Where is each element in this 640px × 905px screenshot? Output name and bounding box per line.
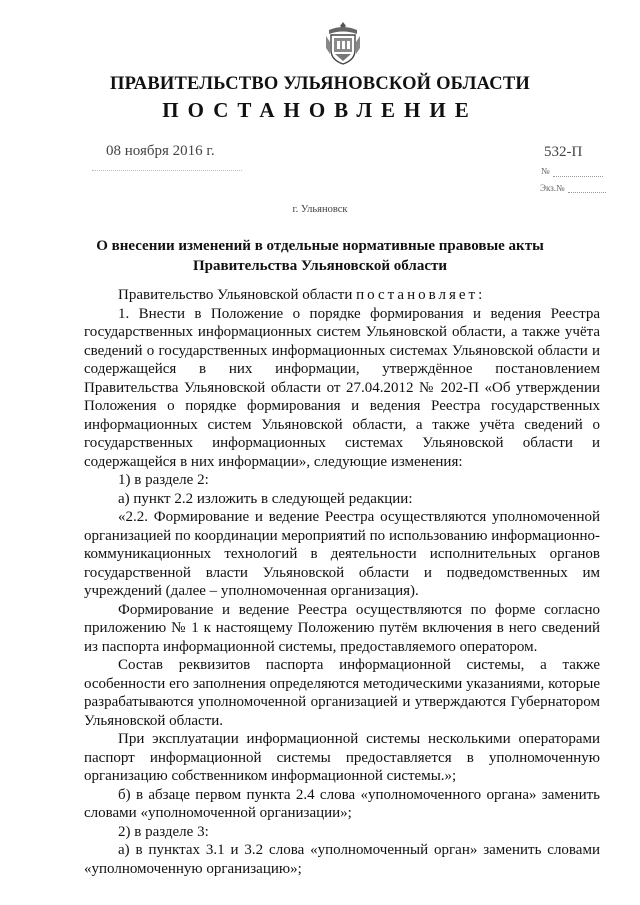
title-line: О внесении изменений в отдельные нормативные правовые акты	[96, 238, 544, 254]
copy-label: Экз.№	[540, 183, 565, 193]
document-date: 08 ноября 2016 г.	[106, 143, 215, 159]
paragraph: Состав реквизитов паспорта информационной системы, а также особенности его заполнения определяются методическими указаниями, которые разрабатываются уполномоченной организацией и утверждаются Губернатором Ульяновской области.	[84, 657, 600, 729]
date-underline	[92, 170, 242, 171]
document-body	[84, 286, 600, 878]
paragraph: а) в пунктах 3.1 и 3.2 слова «уполномоченный орган» заменить словами «уполномоченную организацию»;	[84, 842, 600, 877]
copy-underline	[568, 192, 606, 193]
paragraph: «2.2. Формирование и ведение Реестра осуществляются уполномоченной организацией по координации мероприятий по использованию информационно-коммуникационных технологий в деятельности исполнительных органов государственной власти Ульяновской области и подведомственных им учреждений (далее – уполномоченная организация).	[84, 509, 600, 599]
document-title	[0, 236, 640, 276]
paragraph: б) в абзаце первом пункта 2.4 слова «уполномоченного органа» заменить словами «уполномоченной организации»;	[84, 786, 600, 821]
paragraph: 1. Внести в Положение о порядке формирования и ведения Реестра государственных информационных систем Ульяновской области, а также учёта сведений о государственных информационных системах Ульяновской области и содержащейся в них информации, утверждённое постановлением Правительства Ульяновской области от 27.04.2012 № 202-П «Об утверждении Положения о порядке формирования и ведения Реестра государственных информационных систем Ульяновской области, а также учёта сведений о государственных информационных системах Ульяновской области и содержащейся в них информации», следующие изменения:	[84, 305, 600, 470]
paragraph: а) пункт 2.2 изложить в следующей редакции:	[118, 490, 413, 507]
number-underline	[553, 176, 603, 177]
document-number: 532-П	[544, 144, 583, 160]
paragraph: При эксплуатации информационной системы несколькими операторами паспорт информационной системы предоставляется в уполномоченную организацию собственником информационной системы.»;	[84, 731, 600, 784]
preamble	[84, 286, 600, 305]
paragraph: 2) в разделе 3:	[118, 823, 209, 840]
number-label: №	[541, 166, 550, 176]
preamble-subject: Правительство Ульяновской области	[118, 287, 353, 303]
city: г. Ульяновск	[292, 204, 348, 215]
government-name: ПРАВИТЕЛЬСТВО УЛЬЯНОВСКОЙ ОБЛАСТИ	[110, 74, 530, 94]
coat-of-arms-icon	[325, 20, 361, 66]
preamble-verb: постановляет:	[356, 287, 486, 303]
title-line: Правительства Ульяновской области	[192, 258, 448, 274]
paragraph: Формирование и ведение Реестра осуществляются по форме согласно приложению № 1 к настоящему Положению путём включения в него сведений из паспорта информационной системы, предоставляемого оператором.	[84, 601, 600, 655]
document-type: ПОСТАНОВЛЕНИЕ	[162, 98, 478, 122]
paragraph: 1) в разделе 2:	[118, 472, 209, 488]
